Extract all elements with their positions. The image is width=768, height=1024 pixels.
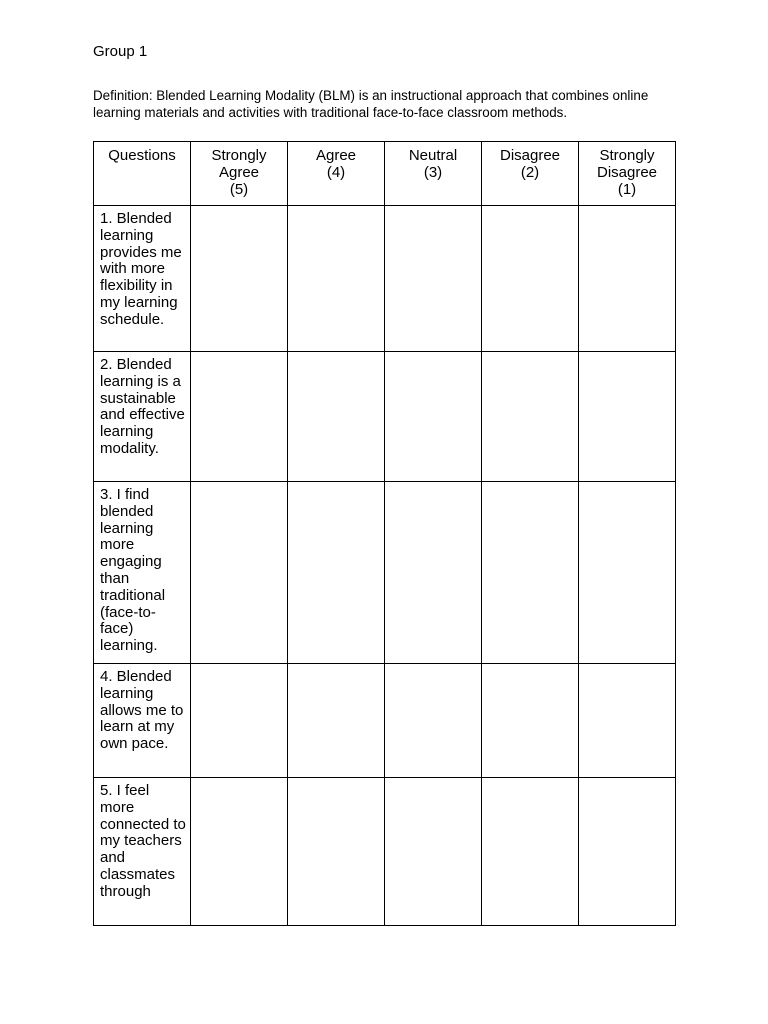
rating-cell-strongly-agree[interactable]: [191, 778, 288, 926]
rating-cell-strongly-disagree[interactable]: [579, 206, 676, 352]
header-neutral: Neutral (3): [385, 142, 482, 206]
rating-cell-agree[interactable]: [288, 664, 385, 778]
rating-cell-disagree[interactable]: [482, 664, 579, 778]
rating-cell-strongly-agree[interactable]: [191, 206, 288, 352]
rating-cell-neutral[interactable]: [385, 206, 482, 352]
table-row: [94, 352, 676, 482]
question-cell: 1. Blended learning provides me with more flexibility in my learning schedule.: [94, 206, 191, 352]
table-row: [94, 778, 676, 926]
rating-cell-neutral[interactable]: [385, 352, 482, 482]
rating-cell-disagree[interactable]: [482, 482, 579, 664]
question-cell: 5. I feel more connected to my teachers and classmates through: [94, 778, 191, 926]
table-row: [94, 206, 676, 352]
header-strongly-agree: Strongly Agree (5): [191, 142, 288, 206]
rating-cell-strongly-disagree[interactable]: [579, 664, 676, 778]
group-label: Group 1: [93, 43, 148, 60]
definition-text: Definition: Blended Learning Modality (BLM) is an instructional approach that combines online learning materials and activities with traditional face-to-face classroom methods.: [93, 88, 649, 120]
rating-cell-strongly-disagree[interactable]: [579, 352, 676, 482]
header-strongly-disagree: Strongly Disagree (1): [579, 142, 676, 206]
rating-cell-agree[interactable]: [288, 482, 385, 664]
rating-cell-neutral[interactable]: [385, 778, 482, 926]
rating-cell-strongly-agree[interactable]: [191, 664, 288, 778]
rating-cell-neutral[interactable]: [385, 482, 482, 664]
header-agree: Agree (4): [288, 142, 385, 206]
header-questions: Questions: [94, 142, 191, 206]
question-cell: 3. I find blended learning more engaging than traditional (face-to-face) learning.: [94, 482, 191, 664]
rating-cell-agree[interactable]: [288, 352, 385, 482]
rating-cell-disagree[interactable]: [482, 352, 579, 482]
rating-cell-strongly-disagree[interactable]: [579, 482, 676, 664]
rating-cell-strongly-agree[interactable]: [191, 482, 288, 664]
question-cell: 4. Blended learning allows me to learn at my own pace.: [94, 664, 191, 778]
rating-cell-strongly-agree[interactable]: [191, 352, 288, 482]
question-cell: 2. Blended learning is a sustainable and effective learning modality.: [94, 352, 191, 482]
rating-cell-disagree[interactable]: [482, 778, 579, 926]
header-disagree: Disagree (2): [482, 142, 579, 206]
rating-cell-agree[interactable]: [288, 778, 385, 926]
header-row: [94, 142, 676, 206]
survey-table: [93, 141, 676, 926]
table-row: [94, 482, 676, 664]
table-row: [94, 664, 676, 778]
rating-cell-neutral[interactable]: [385, 664, 482, 778]
rating-cell-strongly-disagree[interactable]: [579, 778, 676, 926]
rating-cell-agree[interactable]: [288, 206, 385, 352]
rating-cell-disagree[interactable]: [482, 206, 579, 352]
